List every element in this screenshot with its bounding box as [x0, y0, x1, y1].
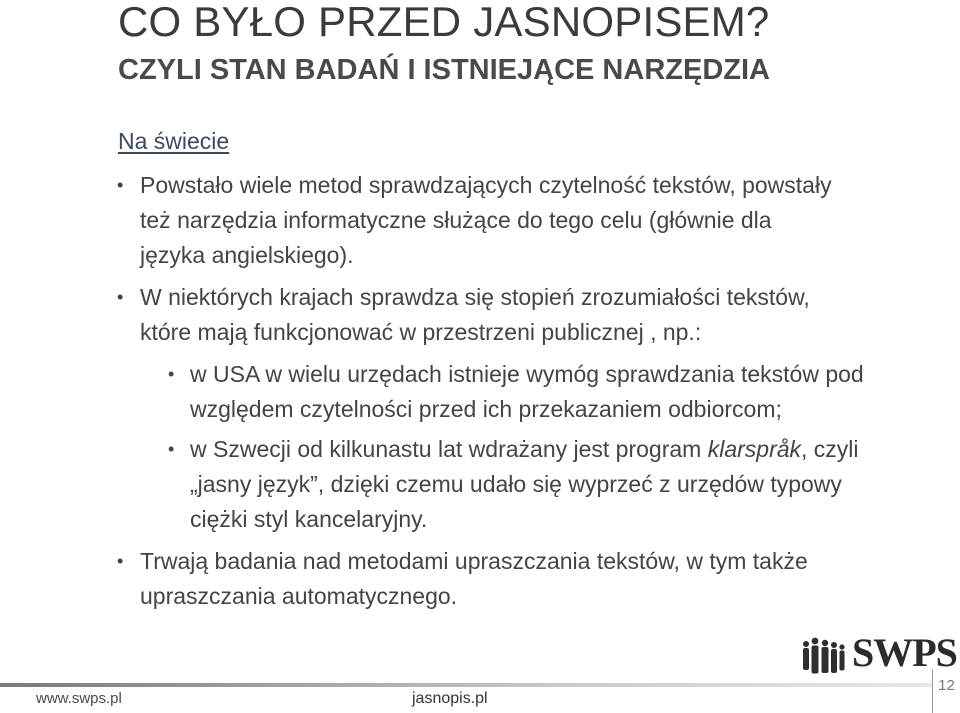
bullet-item: [0, 168, 840, 273]
sub-bullet-text-sweden: [190, 436, 859, 532]
bullet-item: [0, 544, 840, 614]
slide-subtitle: CZYLI STAN BADAŃ I ISTNIEJĄCE NARZĘDZIA: [118, 54, 770, 86]
footer-divider: [0, 683, 932, 687]
bullet-icon: •: [117, 551, 124, 571]
slide-title: CO BYŁO PRZED JASNOPISEM?: [118, 0, 770, 45]
people-group-icon: [800, 635, 846, 679]
bullet-icon: •: [117, 175, 124, 195]
logo-text: SWPS: [852, 630, 957, 675]
program-name: klarspråk: [707, 436, 802, 462]
swps-logo: [798, 630, 957, 679]
section-heading: Na świecie: [118, 128, 230, 154]
footer-center-text: jasnopis.pl: [412, 690, 488, 707]
sub-bullet-item: [0, 357, 890, 427]
bullet-icon: •: [168, 364, 175, 384]
bullet-icon: •: [117, 287, 124, 307]
bullet-text: Powstało wiele metod sprawdzających czytelność tekstów, powstały też narzędzia informatyczne służące do tego celu (głównie dla języka angielskiego).: [140, 172, 832, 268]
sub-bullet-text-usa: w USA w wielu urzędach istnieje wymóg sprawdzania tekstów pod względem czytelności przed ich przekazaniem odbiorcom;: [190, 361, 864, 422]
bullet-icon: •: [168, 439, 175, 459]
sub-bullet-item: [0, 432, 890, 537]
bullet-list: [0, 168, 960, 614]
sweden-text-post: , czyli „jasny język”, dzięki czemu udało się wyprzeć z urzędów typowy ciężki styl kancelaryjny.: [190, 436, 859, 532]
sub-bullet-list: [140, 357, 864, 537]
sweden-text-pre: w Szwecji od kilkunastu lat wdrażany jest program: [190, 436, 708, 462]
page-number: 12: [932, 669, 960, 713]
bullet-text: Trwają badania nad metodami upraszczania tekstów, w tym także upraszczania automatycznego.: [140, 548, 808, 609]
bullet-item: [0, 280, 864, 537]
footer-website: www.swps.pl: [36, 690, 122, 707]
bullet-text: W niektórych krajach sprawdza się stopień zrozumiałości tekstów, które mają funkcjonować w przestrzeni publicznej , np.:: [140, 284, 810, 345]
